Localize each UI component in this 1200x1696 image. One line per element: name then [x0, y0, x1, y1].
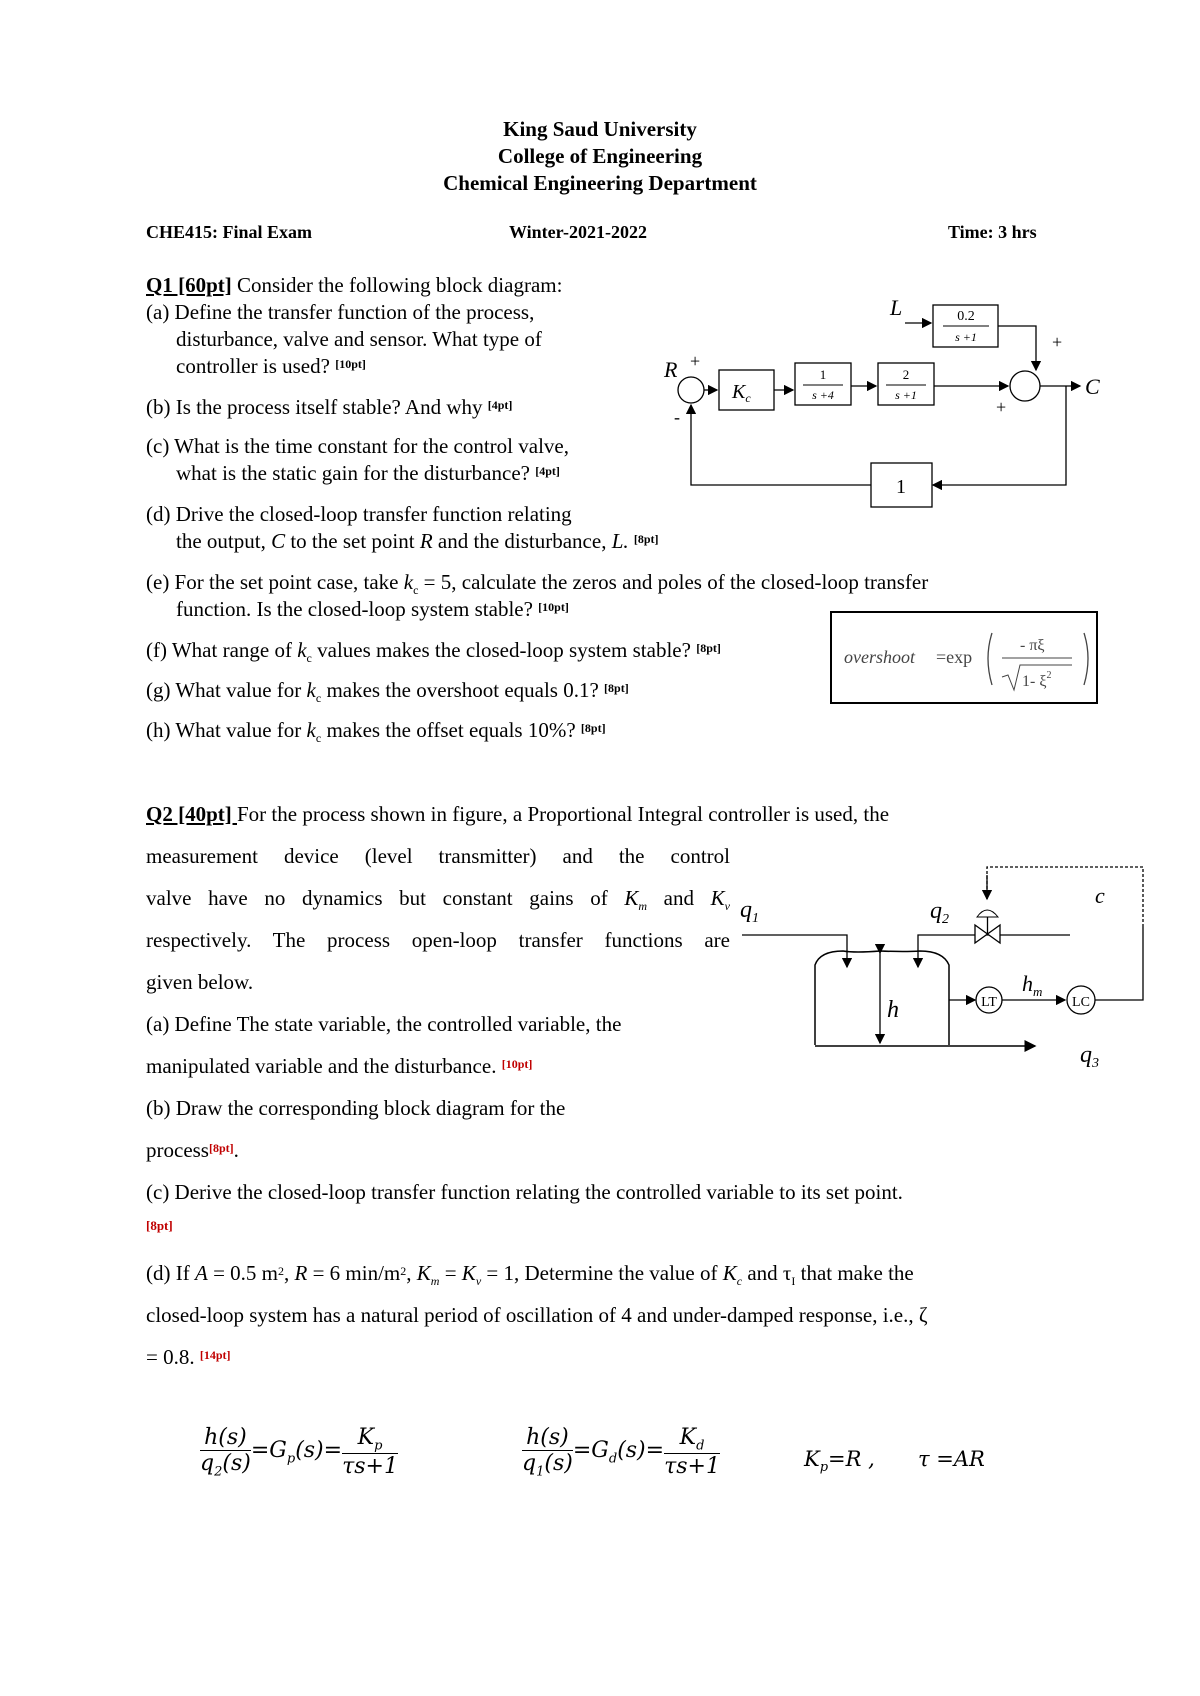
q2-d-eq: =	[439, 1261, 462, 1285]
output-C-label: C	[1085, 374, 1100, 399]
overshoot-denominator: 1- $\xi^2$	[1022, 670, 1052, 690]
sum2-plus-bottom: +	[996, 397, 1007, 417]
q2-line2: measurement device (level transmitter) and the control	[146, 844, 730, 868]
q2-d-sq1: 2	[278, 1264, 284, 1278]
q1-block-diagram	[664, 295, 1130, 525]
eq2-num: h(s)	[522, 1425, 573, 1451]
q1-d-R: R	[419, 529, 433, 553]
lt-label: LT	[981, 995, 997, 1010]
q1-g-k: k	[306, 678, 316, 702]
q1-e-text-b: = 5, calculate the zeros and poles of the closed-loop transfer	[418, 570, 929, 594]
q2-d-Kv: K	[461, 1261, 476, 1285]
q2-c-points-text: [8pt]	[146, 1218, 173, 1233]
q2-d-text-a: (d) If	[146, 1261, 195, 1285]
q2-d-text-g: and	[742, 1261, 783, 1285]
sum1-plus: +	[690, 351, 701, 371]
equation-kp: $K_p=R$ ,	[804, 1447, 875, 1476]
q2-d-text-h: that make the	[795, 1261, 914, 1285]
q1-d-text-c: and the disturbance,	[432, 529, 612, 553]
overshoot-eq: =exp	[936, 647, 973, 667]
h-label: h	[887, 997, 899, 1023]
q1-g-text-b: makes the overshoot equals 0.1?	[321, 678, 605, 702]
q1-d-line2	[176, 527, 659, 555]
q2-c-line1: (c) Derive the closed-loop transfer function relating the controlled variable to its set point.	[146, 1180, 903, 1204]
q1-g-sub: c	[315, 691, 322, 706]
q2-process-figure	[735, 855, 1165, 1105]
equation-tau: τ =AR	[918, 1447, 985, 1471]
equation-gd	[522, 1425, 720, 1479]
disturbance-den: s +1	[955, 330, 977, 344]
kc-label: $K_c$	[732, 381, 751, 405]
disturbance-L-label: L	[890, 295, 903, 320]
overshoot-word: overshoot	[844, 647, 915, 667]
c-label: c	[1095, 883, 1105, 908]
q1-c-line2	[176, 459, 560, 487]
q1-e-points: [10pt]	[538, 600, 569, 614]
disturbance-to-sum-arrow	[998, 326, 1036, 370]
q1-intro-text: Consider the following block diagram:	[231, 273, 563, 297]
q2-Km-sub: m	[638, 899, 648, 914]
q1-a-text: controller is used?	[176, 354, 336, 378]
left-paren	[988, 633, 992, 685]
q2-Kv-sub: v	[724, 899, 730, 914]
eq2-rnum: $K_d$	[664, 1425, 720, 1454]
q2-line4: respectively. The process open-loop transfer functions are	[146, 928, 730, 952]
q1-f	[146, 636, 721, 672]
q2-line5: given below.	[146, 970, 254, 994]
q1-a-line3	[176, 352, 366, 380]
q2-d-Km: K	[416, 1261, 431, 1285]
overshoot-formula	[832, 613, 1096, 702]
valve-num: 1	[819, 367, 827, 382]
q2-b-points: [8pt]	[208, 1141, 234, 1155]
q1-d-points: [8pt]	[633, 532, 659, 546]
q1-f-text-a: (f) What range of	[146, 638, 298, 662]
q2-Kv: K	[710, 886, 725, 910]
disturbance-num: 0.2	[957, 309, 975, 324]
q2-line3-text-a: valve have no dynamics but constant gains of	[146, 886, 625, 910]
eq1-mid: $=G_p(s)=$	[250, 1438, 343, 1467]
q2-line3-text-b: and	[647, 886, 711, 910]
eq1-rnum: $K_p$	[342, 1425, 398, 1454]
q1-intro	[146, 271, 562, 299]
q1-label: Q1 [60pt]	[146, 273, 232, 297]
q3-label: $q_3$	[1080, 1042, 1099, 1071]
q2-d-points: [14pt]	[199, 1348, 231, 1362]
setpoint-R-label: R	[664, 357, 678, 382]
valve-actuator-icon	[977, 910, 998, 917]
sum2-circle	[1010, 371, 1040, 401]
sum1-circle	[678, 377, 704, 403]
q1-d-text-a: the output,	[176, 529, 272, 553]
q1-b-text: (b) Is the process itself stable? And why	[146, 395, 488, 419]
term-label: Winter-2021-2022	[509, 222, 647, 242]
q2-inlet-arrow	[918, 935, 1020, 967]
q2-d-text-c: ,	[284, 1261, 295, 1285]
right-paren	[1084, 633, 1088, 685]
q2-d-Kv-sub: v	[475, 1274, 482, 1289]
q2-d-text-d: = 6 min/m	[307, 1261, 401, 1285]
q1-inlet-arrow	[742, 935, 847, 967]
q2-d-Kc-sub: c	[736, 1274, 743, 1289]
q1-c-text: what is the static gain for the disturbance?	[176, 461, 536, 485]
q1-h-points: [8pt]	[580, 721, 606, 735]
q1-h-sub: c	[315, 731, 322, 746]
valve-den: s +4	[812, 388, 834, 402]
q2-label: Q2 [40pt]	[146, 802, 237, 826]
q1-c-points: [4pt]	[535, 464, 560, 478]
q1-f-text-b: values makes the closed-loop system stable?	[311, 638, 697, 662]
lc-label: LC	[1072, 995, 1090, 1010]
q1-e-k: k	[403, 570, 414, 594]
q1-b	[146, 393, 512, 421]
q2-line1	[146, 794, 1061, 836]
process-num: 2	[902, 367, 910, 382]
q1-e-sub: c	[413, 583, 419, 598]
q2-d-A: A	[194, 1261, 208, 1285]
q2-d-text-f: = 1, Determine the value of	[481, 1261, 723, 1285]
sum1-minus: -	[674, 407, 680, 427]
q2-d-tau: τ	[782, 1261, 792, 1285]
q1-a-line1: (a) Define the transfer function of the process,	[146, 300, 535, 324]
q2-line1-text: For the process shown in figure, a Proportional Integral controller is used, the	[237, 802, 890, 826]
q1-f-sub: c	[306, 651, 312, 666]
controller-output-signal	[987, 867, 1143, 925]
lc-output-line	[1095, 925, 1143, 1000]
q2-d-Km-sub: m	[430, 1274, 440, 1289]
eq1-rden: τs+1	[342, 1454, 398, 1480]
q1-c-line1: (c) What is the time constant for the control valve,	[146, 434, 569, 458]
q2-d-text-line3: = 0.8.	[146, 1345, 200, 1369]
sensor-gain: 1	[896, 476, 906, 498]
q1-label: $q_1$	[740, 897, 759, 926]
q2-d-sq2: 2	[400, 1264, 407, 1278]
q1-f-k: k	[297, 638, 307, 662]
equation-gp	[200, 1425, 398, 1479]
overshoot-numerator: - πξ	[1020, 637, 1045, 654]
process-den: s +1	[895, 388, 917, 402]
q2-label: $q_2$	[930, 898, 949, 927]
q2-d-R: R	[294, 1261, 308, 1285]
q1-e-text-c: function. Is the closed-loop system stable?	[176, 597, 539, 621]
q2-d-text-e: ,	[406, 1261, 417, 1285]
q1-h-text-b: makes the offset equals 10%?	[321, 718, 581, 742]
q1-d-C: C	[271, 529, 286, 553]
q1-d-L: L.	[611, 529, 629, 553]
q1-d-text-b: to the set point	[285, 529, 420, 553]
tank-outline	[815, 951, 949, 1045]
q1-h	[146, 716, 606, 752]
course-label: CHE415: Final Exam	[146, 222, 313, 242]
hm-label: $h_m$	[1022, 971, 1043, 999]
q1-h-text-a: (h) What value for	[146, 718, 307, 742]
q2-d-line2: closed-loop system has a natural period of oscillation of 4 and under-damped response, i.e., ζ	[146, 1303, 928, 1327]
q2-a-points: [10pt]	[501, 1057, 533, 1071]
q2-b-end: .	[233, 1138, 239, 1162]
q2-a-text: manipulated variable and the disturbance.	[146, 1054, 502, 1078]
eq2-mid: $=G_d(s)=$	[572, 1438, 665, 1467]
q2-d-Kc: K	[722, 1261, 737, 1285]
q1-g-points: [8pt]	[604, 681, 629, 695]
q2-a-line1: (a) Define The state variable, the controlled variable, the	[146, 1012, 622, 1036]
q2-b-text: process	[146, 1138, 209, 1162]
university-title: King Saud University	[503, 117, 697, 141]
eq1-rhs-fraction	[342, 1425, 398, 1479]
q1-a-line2: disturbance, valve and sensor. What type of	[176, 327, 542, 351]
eq2-lhs-fraction	[522, 1425, 573, 1479]
q2-Km: K	[624, 886, 639, 910]
eq2-rhs-fraction	[664, 1425, 720, 1479]
sensor-to-sum1-arrow	[691, 405, 871, 485]
q2-b-line1: (b) Draw the corresponding block diagram for the	[146, 1096, 566, 1120]
eq2-rden: τs+1	[664, 1454, 720, 1480]
q1-e-text-a: (e) For the set point case, take	[146, 570, 404, 594]
q2-d-line3	[146, 1337, 231, 1379]
department-title: Chemical Engineering Department	[443, 171, 757, 195]
q1-e-line2	[176, 595, 569, 623]
q1-g	[146, 676, 629, 712]
q2-a-line2	[146, 1046, 532, 1088]
q1-g-text-a: (g) What value for	[146, 678, 307, 702]
q2-c-points	[146, 1218, 173, 1234]
college-title: College of Engineering	[497, 144, 703, 168]
q1-a-points: [10pt]	[335, 357, 366, 371]
time-label: Time: 3 hrs	[948, 222, 1037, 242]
eq2-den: $q_1(s)$	[522, 1451, 573, 1480]
q2-b-line2	[146, 1130, 239, 1172]
sum2-plus-top: +	[1052, 332, 1063, 352]
q1-h-k: k	[306, 718, 316, 742]
q1-f-points: [8pt]	[696, 641, 721, 655]
q2-d-tau-sub: I	[791, 1274, 796, 1289]
eq1-num: h(s)	[200, 1425, 251, 1451]
eq1-lhs-fraction	[200, 1425, 251, 1479]
q1-b-points: [4pt]	[487, 398, 513, 412]
eq1-den: $q_2(s)$	[200, 1451, 251, 1480]
q1-d-line1: (d) Drive the closed-loop transfer function relating	[146, 502, 572, 526]
q2-d-text-b: = 0.5 m	[207, 1261, 278, 1285]
overshoot-formula-box	[830, 611, 1098, 704]
